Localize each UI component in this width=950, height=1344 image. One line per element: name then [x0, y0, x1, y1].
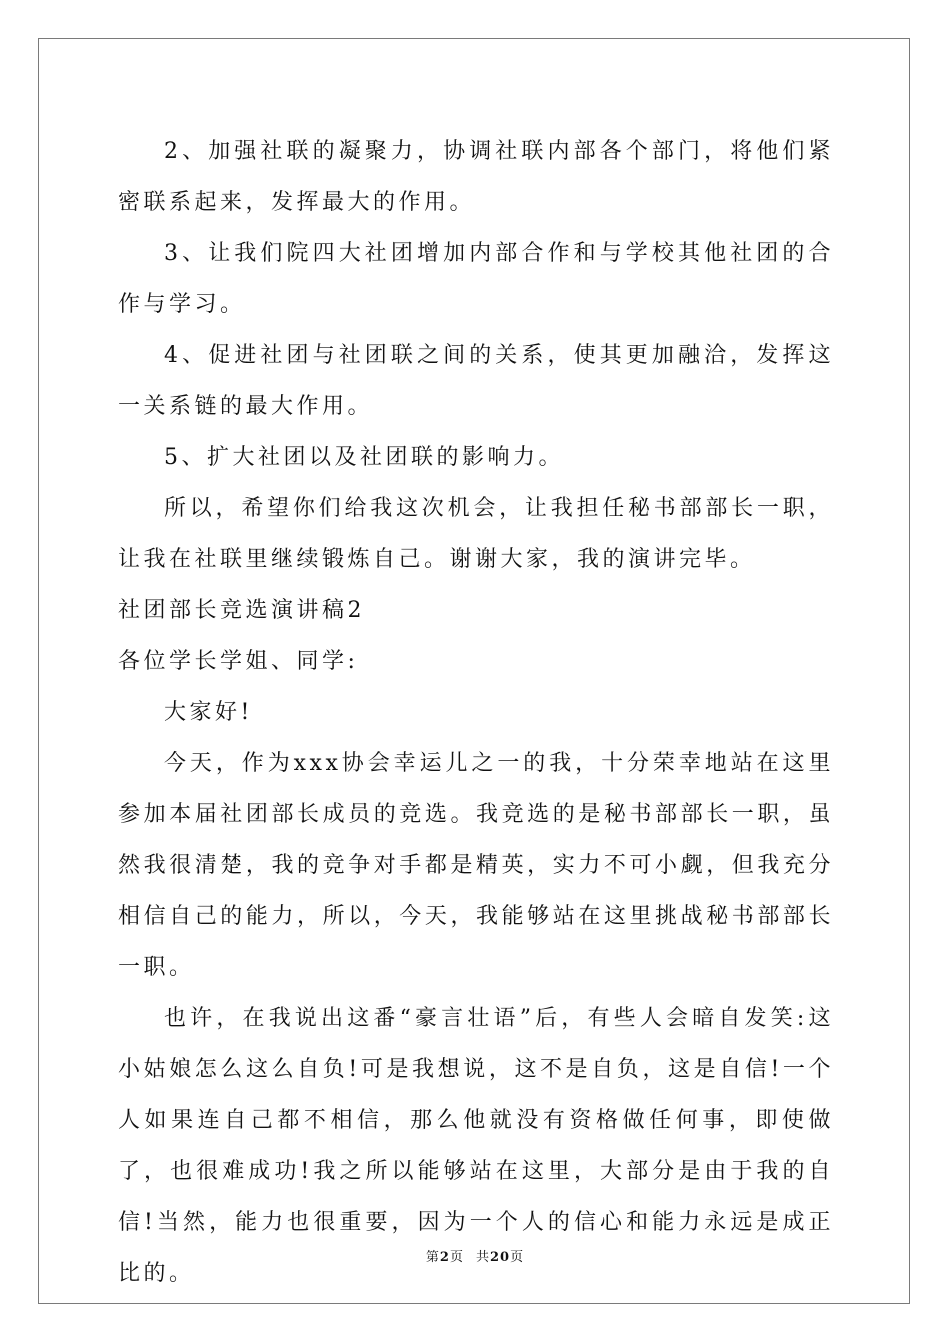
footer-page-prefix: 第 — [425, 1250, 440, 1265]
paragraph-intro: 今天，作为xxx协会幸运儿之一的我，十分荣幸地站在这里参加本届社团部长成员的竞选。我竞选的是秘书部部长一职，虽然我很清楚，我的竞争对手都是精英，实力不可小觑，但我充分相信自己的能力，所以，今天，我能够站在这里挑战秘书部部长一职。 — [118, 751, 834, 980]
footer-total-pages: 20 — [489, 1250, 511, 1265]
footer-page-number: 2 — [439, 1250, 450, 1265]
paragraph-closing: 所以，希望你们给我这次机会，让我担任秘书部部长一职，让我在社联里继续锻炼自己。谢谢大家，我的演讲完毕。 — [118, 496, 834, 572]
page-footer — [0, 1246, 950, 1265]
footer-page-suffix: 页 — [449, 1250, 464, 1265]
paragraph-point-3: 3、让我们院四大社团增加内部合作和与学校其他社团的合作与学习。 — [118, 241, 834, 317]
document-body — [118, 126, 834, 1299]
paragraph-point-2: 2、加强社联的凝聚力，协调社联内部各个部门，将他们紧密联系起来，发挥最大的作用。 — [118, 139, 834, 215]
paragraph-point-5: 5、扩大社团以及社团联的影响力。 — [164, 445, 564, 470]
paragraph-confidence: 也许，在我说出这番“豪言壮语”后，有些人会暗自发笑:这小姑娘怎么这么自负!可是我想说，这不是自负，这是自信!一个人如果连自己都不相信，那么他就没有资格做任何事，即使做了，也很难成功!我之所以能够站在这里，大部分是由于我的自信!当然，能力也很重要，因为一个人的信心和能力永远是成正比的。 — [118, 1006, 834, 1286]
paragraph-point-4: 4、促进社团与社团联之间的关系，使其更加融洽，发挥这一关系链的最大作用。 — [118, 343, 834, 419]
salutation: 各位学长学姐、同学: — [118, 649, 359, 674]
greeting: 大家好! — [164, 700, 253, 725]
footer-total-prefix: 共 — [475, 1250, 490, 1265]
footer-total-suffix: 页 — [510, 1250, 525, 1265]
section-title: 社团部长竞选演讲稿2 — [118, 598, 365, 623]
